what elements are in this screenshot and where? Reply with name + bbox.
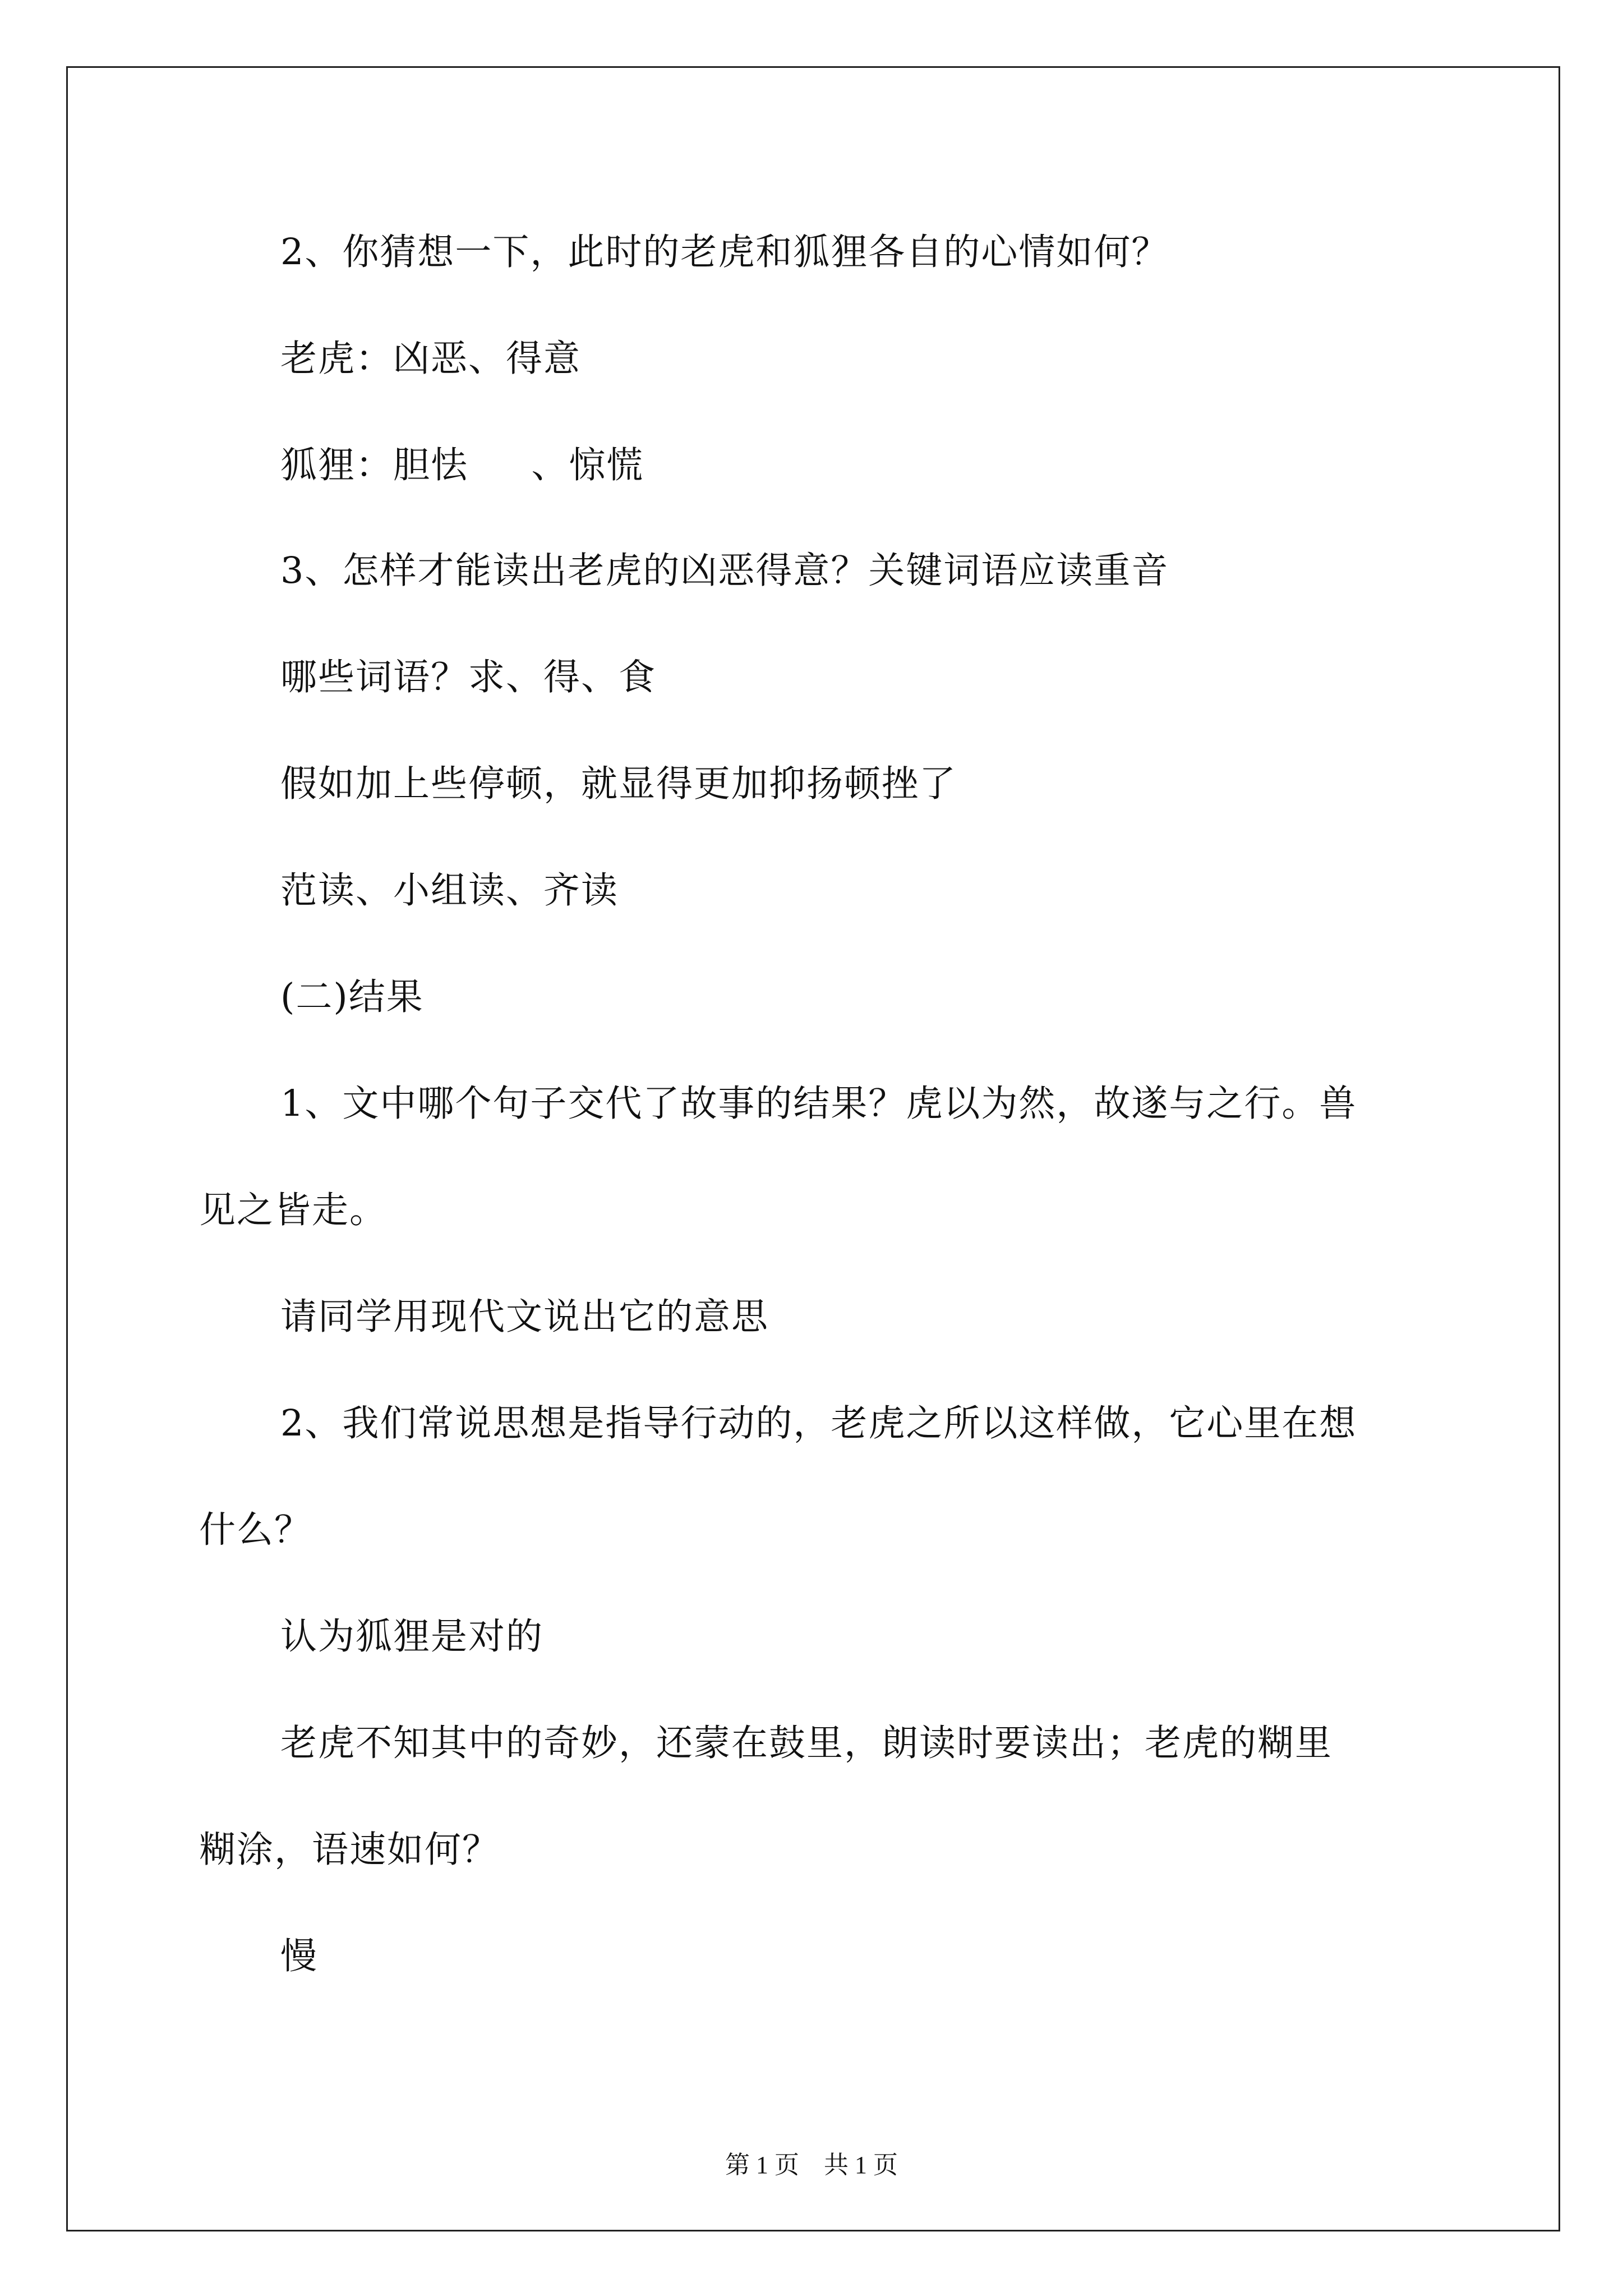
paragraph-8: (二)结果 [280, 976, 424, 1018]
paragraph-13-continued: 糊涂，语速如何？ [199, 1829, 500, 1871]
paragraph-4: 3、怎样才能读出老虎的凶恶得意？关键词语应读重音 [280, 550, 1169, 592]
paragraph-10: 请同学用现代文说出它的意思 [280, 1296, 769, 1338]
paragraph-14: 慢 [280, 1935, 319, 1977]
paragraph-9-continued: 见之皆走。 [199, 1189, 388, 1231]
paragraph-7: 范读、小组读、齐读 [280, 869, 619, 912]
paragraph-11-continued: 什么？ [199, 1509, 312, 1551]
paragraph-3: 狐狸：胆怯 、惊慌 [280, 444, 644, 486]
paragraph-2: 老虎：凶恶、得意 [280, 338, 582, 380]
paragraph-12: 认为狐狸是对的 [280, 1616, 544, 1658]
paragraph-6: 假如加上些停顿，就显得更加抑扬顿挫了 [280, 763, 957, 805]
paragraph-11: 2、我们常说思想是指导行动的，老虎之所以这样做，它心里在想 [280, 1402, 1357, 1444]
page-footer: 第 1 页 共 1 页 [725, 2151, 898, 2179]
paragraph-13: 老虎不知其中的奇妙，还蒙在鼓里，朗读时要读出；老虎的糊里 [280, 1722, 1333, 1764]
paragraph-1: 2、你猜想一下，此时的老虎和狐狸各自的心情如何？ [280, 231, 1169, 273]
page-border [66, 66, 1560, 2231]
paragraph-5: 哪些词语？求、得、食 [280, 656, 657, 698]
paragraph-9: 1、文中哪个句子交代了故事的结果？虎以为然，故遂与之行。兽 [280, 1083, 1357, 1125]
